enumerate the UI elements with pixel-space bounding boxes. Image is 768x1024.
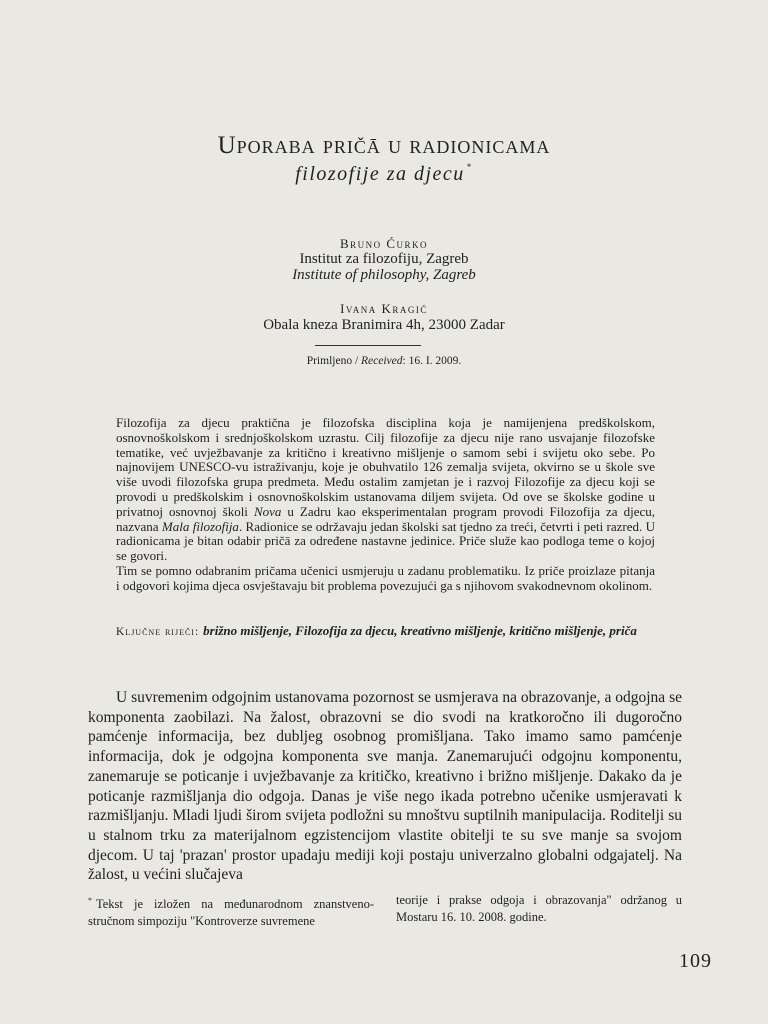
author-1-affiliation-en: Institute of philosophy, Zagreb bbox=[292, 267, 476, 283]
keywords-label: Ključne riječi: bbox=[116, 626, 200, 638]
author-2-name: Ivana Kragić bbox=[340, 301, 428, 316]
author-2-address: Obala kneza Branimira 4h, 23000 Zadar bbox=[263, 317, 505, 333]
title-footnote-marker[interactable]: * bbox=[466, 162, 473, 172]
author-1-affiliation: Institut za filozofiju, Zagreb bbox=[299, 251, 469, 267]
title-line-1: Uporaba pričā u radionicama bbox=[217, 132, 551, 159]
title-line-2 bbox=[0, 162, 768, 186]
abstract-text: . Radionice se održavaju jedan školski sat tjedno za treći, četvrti i peti razred. U radionicama je bitan odabir pričā za određene nastavne jedinice. Priče služe kao podloga teme o kojoj se govori. bbox=[116, 518, 655, 564]
body-paragraph: U suvremenim odgojnim ustanovama pozornost se usmjerava na obrazovanje, a odgojna se komponenta zaobilazi. Na žalost, obrazovni se dio svodi na kratkoročno ili dugoročno pamćenje informacija, bez dubljeg osobnog promišljana. Tako imamo samo pamćenje informacija, dok je odgojna komponenta sve manja. Zanemarujući odgojnu komponentu, zanemaruje se poticanje i uvježbavanje za kritičko, kreativno i brižno mišljenje. Dakako da je poticanje razmišljanja dio odgoja. Danas je više nego ikada potrebno učenike usmjeravati k razmišljanju. Mladi ljudi širom svijeta podložni su mnoštvu suptilnih manipulacija. Roditelji su u stalnom trku za materijalnom egzistencijom vlastite obitelji te su sve manje sa svojom djecom. U taj 'prazan' prostor upadaju mediji koji postaju univerzalno globalni odgajatelj. Na žalost, u većini slučajeva bbox=[88, 689, 682, 884]
abstract-paragraph-2: Tim se pomno odabranim pričama učenici usmjeruju u zadanu problematiku. Iz priče proizlaze pitanja i odgovori kojima djeca osvještavaju bit problema povezujući ga s njihovom svakodnevnom okolinom. bbox=[116, 562, 655, 593]
received-date bbox=[0, 355, 768, 367]
body-text bbox=[88, 688, 682, 885]
header-divider bbox=[315, 345, 421, 346]
abstract-program-name: Mala filozofija bbox=[161, 518, 239, 534]
abstract-text: u Zadru kao eksperimentalan program provodi Filozofija za djecu, nazvana bbox=[116, 503, 655, 534]
abstract-paragraph-1 bbox=[116, 416, 655, 564]
footnote-text-1: Tekst je izložen na međunarodnom znanstveno-stručnom simpoziju "Kontroverze suvremene bbox=[88, 897, 374, 928]
received-label-en: Received bbox=[361, 355, 403, 367]
page-number: 109 bbox=[679, 950, 712, 972]
footnote-column-2: teorije i prakse odgoja i obrazovanja" održanog u Mostaru 16. 10. 2008. godine. bbox=[396, 893, 682, 924]
abstract bbox=[116, 416, 655, 594]
footnote-marker: * bbox=[88, 896, 92, 905]
footnote-column-1 bbox=[88, 892, 374, 930]
footnote bbox=[88, 892, 682, 930]
author-1-name: Bruno Ćurko bbox=[339, 236, 429, 251]
received-label: Primljeno / bbox=[306, 355, 362, 367]
abstract-school-name: Nova bbox=[253, 503, 282, 519]
keywords bbox=[116, 623, 655, 640]
received-date-value: : 16. I. 2009. bbox=[402, 355, 462, 367]
keywords-text: brižno mišljenje, Filozofija za djecu, kreativno mišljenje, kritično mišljenje, priča bbox=[203, 623, 637, 638]
abstract-text: Filozofija za djecu praktična je filozofska disciplina koja je namijenjena predškolskom, osnovnoškolskom i srednjoškolskom uzrastu. Cilj filozofije za djecu nije rano usvajanje filozofske tematike, već uvježbavanje za kritično i kreativno mišljenje o samom sebi i svijetu oko sebe. Po najnovijem UNESCO-vu istraživanju, koje je obuhvatilo 126 zemalja svijeta, okvirno se u škole sve više uvodi filozofska grupa predmeta. Među ostalim zamjetan je i razvoj Filozofije za djecu koji se provodi u predškolskim i osnovnoškolskim ustanovama diljem svijeta. Od ove se školske godine u privatnoj osnovnoj školi bbox=[116, 415, 655, 519]
title-line-2-text: filozofije za djecu bbox=[295, 163, 465, 185]
